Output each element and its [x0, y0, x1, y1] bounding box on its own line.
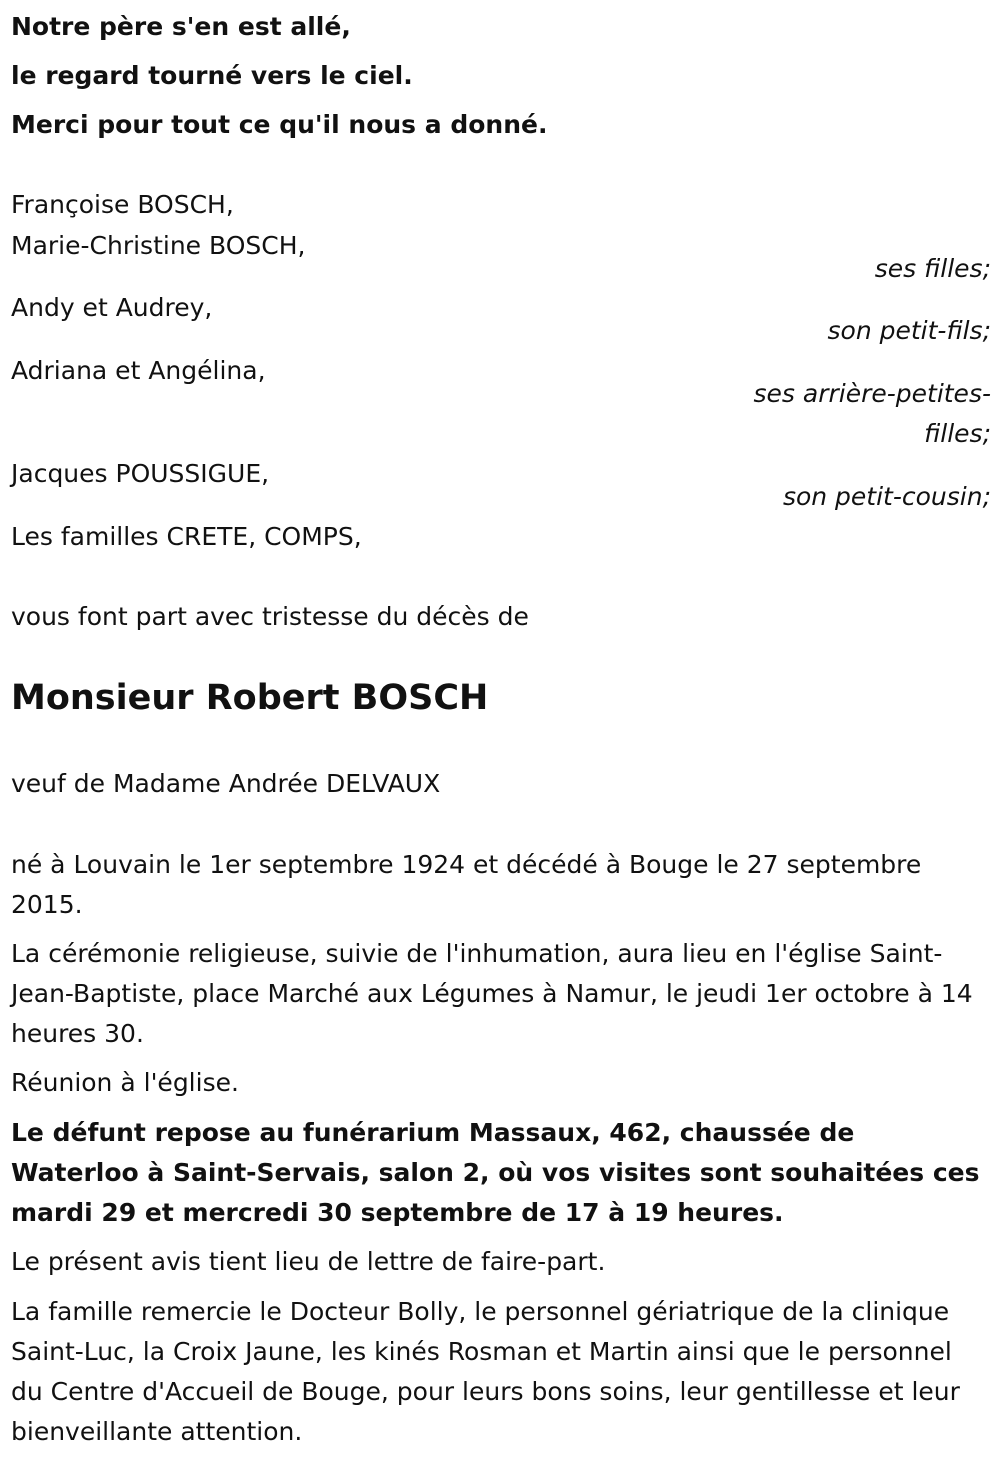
family-daughter-1: Françoise BOSCH,: [11, 190, 234, 219]
ceremony-paragraph: La cérémonie religieuse, suivie de l'inhumation, aura lieu en l'église Saint-Jean-Baptiste, place Marché aux Légumes à Namur, le jeudi 1er octobre à 14 heures 30.: [11, 939, 973, 1048]
notice-paragraph: Le présent avis tient lieu de lettre de faire-part.: [11, 1247, 606, 1276]
announcement-text: vous font part avec tristesse du décès de: [11, 602, 529, 631]
widower-line: veuf de Madame Andrée DELVAUX: [11, 769, 441, 798]
family-grandsons: Andy et Audrey,: [11, 293, 213, 322]
family-daughter-2: Marie-Christine BOSCH,: [11, 231, 306, 260]
relation-cousin: son petit-cousin;: [782, 482, 991, 511]
reunion-paragraph: Réunion à l'église.: [11, 1068, 239, 1097]
relation-great-granddaughters-line-1: ses arrière-petites-: [753, 379, 991, 408]
family-cousin: Jacques POUSSIGUE,: [11, 459, 270, 488]
poem-line-3: Merci pour tout ce qu'il nous a donné.: [11, 110, 548, 139]
relation-grandsons: son petit-fils;: [827, 316, 991, 345]
birth-death-paragraph: né à Louvain le 1er septembre 1924 et décédé à Bouge le 27 septembre 2015.: [11, 850, 922, 919]
thanks-paragraph: La famille remercie le Docteur Bolly, le personnel gériatrique de la clinique Saint-Luc, la Croix Jaune, les kinés Rosman et Martin ainsi que le personnel du Centre d'Accueil de Bouge, pour leurs bons soins, leur gentillesse et leur bienveillante attention.: [11, 1297, 960, 1446]
deceased-name: Monsieur Robert BOSCH: [11, 678, 489, 718]
relation-daughters: ses filles;: [874, 254, 991, 283]
relation-great-granddaughters-line-2: filles;: [924, 419, 991, 448]
poem-line-2: le regard tourné vers le ciel.: [11, 61, 413, 90]
funerarium-paragraph: Le défunt repose au funérarium Massaux, 462, chaussée de Waterloo à Saint-Servais, salon 2, où vos visites sont souhaitées ces mardi 29 et mercredi 30 septembre de 17 à 19 heures.: [11, 1118, 980, 1227]
family-great-granddaughters: Adriana et Angélina,: [11, 356, 266, 385]
family-other-families: Les familles CRETE, COMPS,: [11, 522, 362, 551]
poem-line-1: Notre père s'en est allé,: [11, 12, 351, 41]
